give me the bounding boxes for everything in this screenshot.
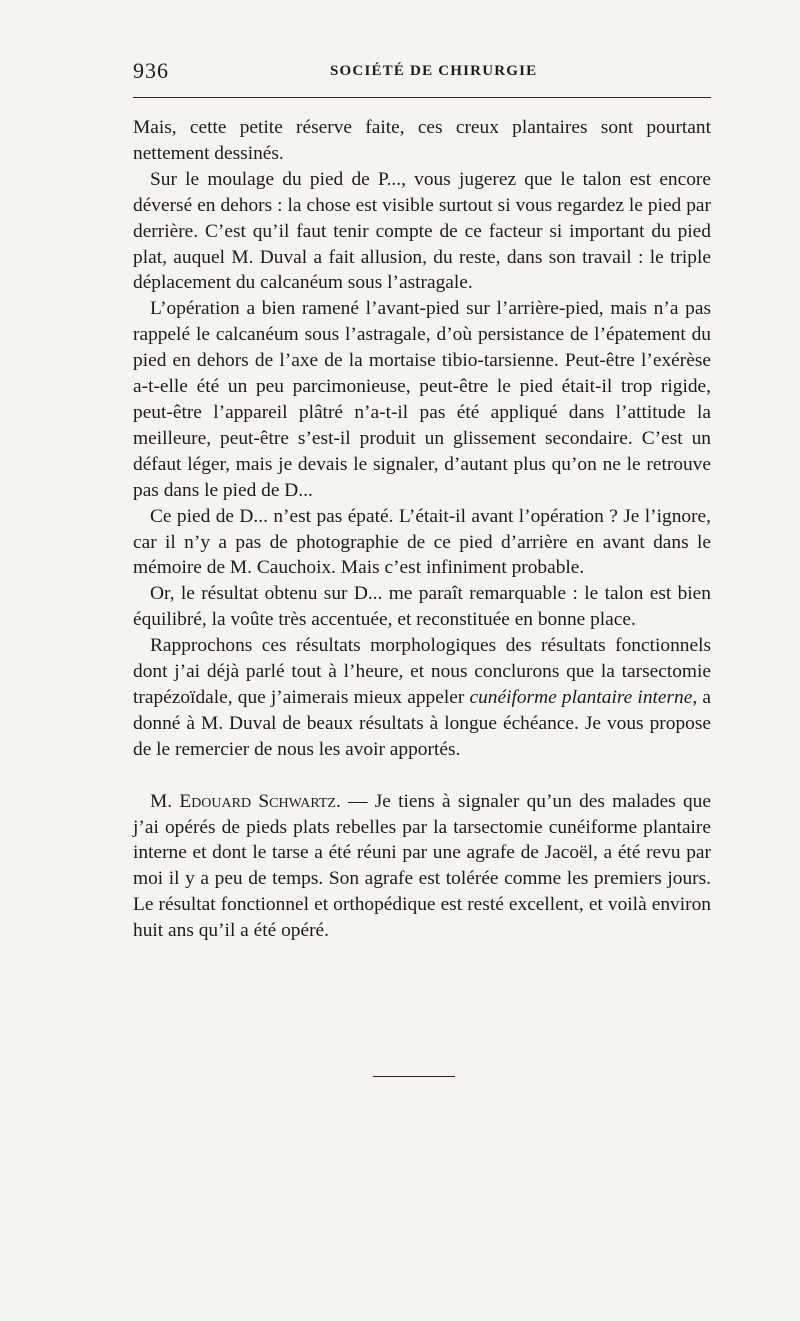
paragraph-gap xyxy=(133,763,711,789)
header-rule xyxy=(133,97,711,98)
paragraph: L’opération a bien ramené l’avant-pied sur l’arrière-pied, mais n’a pas rappelé le calcanéum sous l’astragale, d’où persistance de l’épatement du pied en dehors de l’axe de la mortaise tibio-tarsienne. Peut-être l’exérèse a-t-elle été un peu parcimonieuse, peut-être le pied était-il trop rigide, peut-être l’appareil plâtré n’a-t-il pas été appliqué dans l’attitude la meilleure, peut-être s’est-il produit un glissement secondaire. C’est un défaut léger, mais je devais le signaler, d’autant plus qu’on ne le retrouve pas dans le pied de D... xyxy=(133,298,711,501)
paragraph xyxy=(133,633,711,763)
body-text xyxy=(133,115,711,944)
paragraph: Ce pied de D... n’est pas épaté. L’était-il avant l’opération ? Je l’ignore, car il n’y a pas de photographie de ce pied d’arrière en avant dans le mémoire de M. Cauchoix. Mais c’est infiniment probable. xyxy=(133,505,711,579)
paragraph: Sur le moulage du pied de P..., vous jugerez que le talon est encore déversé en dehors : la chose est visible surtout si vous regardez le pied par derrière. C’est qu’il faut tenir compte de ce facteur si important du pied plat, auquel M. Duval a fait allusion, du reste, dans son travail : le triple déplacement du calcanéum sous l’astragale. xyxy=(133,168,711,294)
paragraph: Mais, cette petite réserve faite, ces creux plantaires sont pourtant nettement dessinés. xyxy=(133,117,711,164)
running-title: SOCIÉTÉ DE CHIRURGIE xyxy=(330,63,538,79)
page-header xyxy=(133,58,711,88)
paragraph-text: — Je tiens à signaler qu’un des malades que j’ai opérés de pieds plats rebelles par la tarsectomie cunéiforme plantaire interne et dont le tarse a été réuni par une agrafe de Jacoël, a été revu par moi il y a peu de temps. Son agrafe est tolérée comme les premiers jours. Le résultat fonctionnel et orthopédique est resté excellent, et voilà environ huit ans qu’il a été opéré. xyxy=(133,790,711,942)
paragraph-text: Rapprochons ces résultats morphologiques des résultats fonctionnels dont j’ai déjà parlé tout à l’heure, et nous conclurons que la tarsectomie trapézoïdale, que j’aimerais mieux appeler xyxy=(133,635,711,708)
paragraph: Or, le résultat obtenu sur D... me paraît remarquable : le talon est bien équilibré, la voûte très accentuée, et reconstituée en bonne place. xyxy=(133,583,711,631)
end-rule xyxy=(373,1076,455,1077)
page-number: 936 xyxy=(133,58,169,83)
speaker-name: M. Edouard Schwartz. xyxy=(150,790,341,812)
paragraph xyxy=(133,789,711,944)
italic-term: cunéiforme plantaire interne xyxy=(469,686,693,708)
paragraph-text: , a donné à M. Duval de beaux résultats à longue échéance. Je vous propose de le remercier de nous les avoir apportés. xyxy=(133,686,711,760)
